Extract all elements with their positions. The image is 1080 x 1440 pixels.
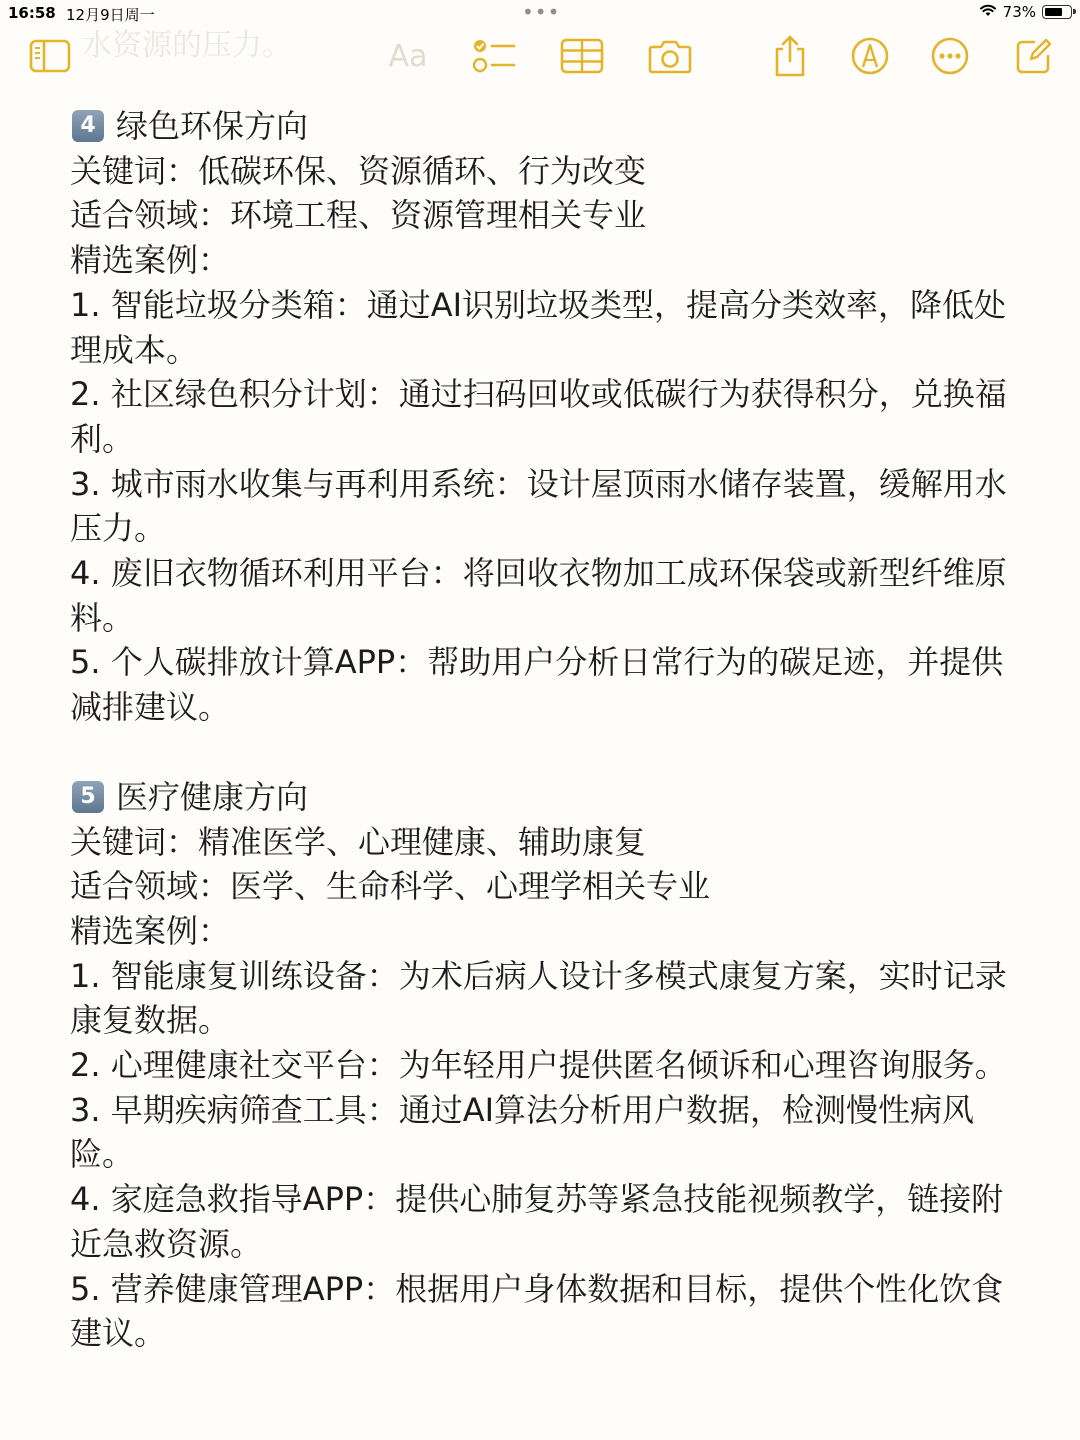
blank-line <box>70 730 1030 775</box>
case-item: 2. 心理健康社交平台：为年轻用户提供匿名倾诉和心理咨询服务。 <box>70 1046 1007 1085</box>
cases-label: 精选案例： <box>70 911 231 950</box>
status-time: 16:58 <box>8 4 56 22</box>
case-item: 1. 智能垃圾分类箱：通过AI识别垃圾类型，提高分类效率，降低处理成本。 <box>70 285 1007 369</box>
share-icon[interactable] <box>766 32 814 80</box>
keycap-number: 4 <box>72 110 104 142</box>
notes-toolbar <box>0 32 1080 84</box>
table-icon[interactable] <box>558 32 606 80</box>
markup-icon[interactable] <box>846 32 894 80</box>
battery-percentage: 73% <box>1002 3 1036 21</box>
scrolled-text: 水资源的压力。 <box>82 28 292 63</box>
section-title: 绿色环保方向 <box>116 107 309 145</box>
section-title: 医疗健康方向 <box>116 777 309 816</box>
checklist-icon[interactable] <box>470 32 518 80</box>
case-item: 5. 营养健康管理APP：根据用户身体数据和目标，提供个性化饮食建议。 <box>70 1269 1004 1353</box>
multitasking-dots[interactable]: ••• <box>522 0 561 24</box>
case-item: 3. 早期疾病筛查工具：通过AI算法分析用户数据，检测慢性病风险。 <box>70 1090 975 1174</box>
keywords-line: 关键词：低碳环保、资源循环、行为改变 <box>70 151 647 190</box>
wifi-icon <box>979 3 997 21</box>
format-text-label: Aa <box>388 38 428 74</box>
keycap-number: 5 <box>72 781 104 813</box>
battery-icon <box>1042 5 1072 19</box>
section-heading <box>70 104 1030 149</box>
case-item: 5. 个人碳排放计算APP：帮助用户分析日常行为的碳足迹，并提供减排建议。 <box>70 643 1004 727</box>
case-item: 3. 城市雨水收集与再利用系统：设计屋顶雨水储存装置，缓解用水压力。 <box>70 464 1007 548</box>
case-item: 4. 家庭急救指导APP：提供心肺复苏等紧急技能视频教学，链接附近急救资源。 <box>70 1180 1004 1263</box>
fields-line: 适合领域：环境工程、资源管理相关专业 <box>70 196 647 235</box>
camera-icon[interactable] <box>646 32 694 80</box>
more-icon[interactable] <box>926 32 974 80</box>
fields-line: 适合领域：医学、生命科学、心理学相关专业 <box>70 867 711 906</box>
format-text-icon[interactable] <box>384 32 432 80</box>
cases-label: 精选案例： <box>70 241 231 280</box>
compose-icon[interactable] <box>1010 32 1058 80</box>
case-item: 2. 社区绿色积分计划：通过扫码回收或低碳行为获得积分，兑换福利。 <box>70 375 1007 458</box>
status-indicators <box>979 3 1072 21</box>
note-body[interactable] <box>70 104 1030 1356</box>
status-date: 12月9日周一 <box>66 6 155 24</box>
keywords-line: 关键词：精准医学、心理健康、辅助康复 <box>70 822 647 861</box>
section-heading <box>70 775 1030 820</box>
battery-fill <box>1045 8 1062 16</box>
case-item: 4. 废旧衣物循环利用平台：将回收衣物加工成环保袋或新型纤维原料。 <box>70 554 1007 637</box>
sidebar-icon[interactable] <box>26 32 74 80</box>
case-item: 1. 智能康复训练设备：为术后病人设计多模式康复方案，实时记录康复数据。 <box>70 956 1007 1040</box>
